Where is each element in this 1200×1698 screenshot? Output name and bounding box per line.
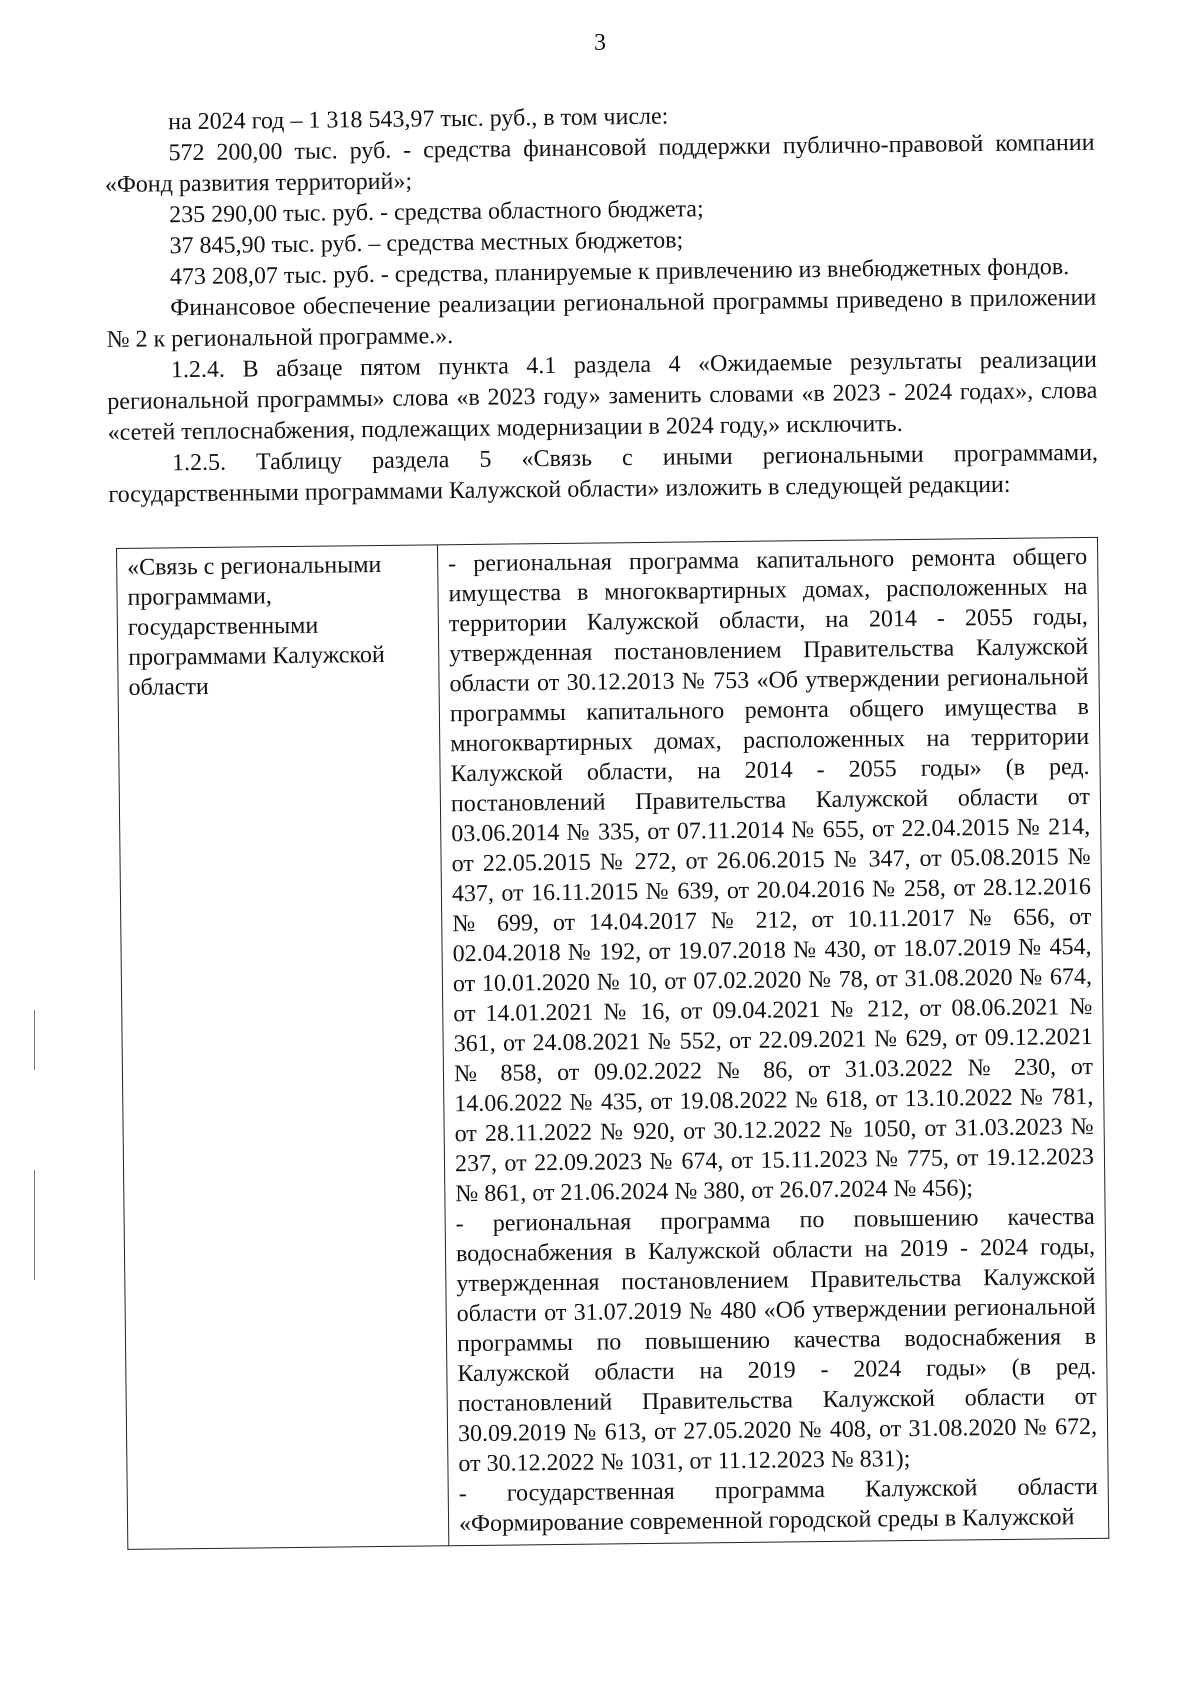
paragraph-regional-budget: 235 290,00 тыс. руб. - средства областного бюджета;: [169, 196, 704, 229]
paragraph-total-2024: на 2024 год – 1 318 543,97 тыс. руб., в том числе:: [168, 103, 669, 136]
paragraph-extrabudgetary: 473 208,07 тыс. руб. - средства, планируемые к привлечению из внебюджетных фондов.: [169, 254, 1070, 291]
scan-artifact-mark: [34, 1170, 35, 1280]
program-item-capital-repair: - региональная программа капитального ремонта общего имущества в многоквартирных домах, расположенных на территории Калужской области, на 2014 - 2055 годы, утвержденная постановлением Правительства Калужской области от 30.12.2013 № 753 «Об утверждении региональной программы капитального ремонта общего имущества в многоквартирных домах, расположенных на территории Калужской области, на 2014 - 2055 годы» (в ред. постановлений Правительства Калужской области от 03.06.2014 № 335, от 07.11.2014 № 655, от 22.04.2015 № 214, от 22.05.2015 № 272, от 26.06.2015 № 347, от 05.08.2015 № 437, от 16.11.2015 № 639, от 20.04.2016 № 258, от 28.12.2016 № 699, от 14.04.2017 № 212, от 10.11.2017 № 656, от 02.04.2018 № 192, от 19.07.2018 № 430, от 18.07.2019 № 454, от 10.01.2020 № 10, от 07.02.2020 № 78, от 31.08.2020 № 674, от 14.01.2021 № 16, от 09.04.2021 № 212, от 08.06.2021 № 361, от 24.08.2021 № 552, от 22.09.2021 № 629, от 09.12.2021 № 858, от 09.02.2022 № 86, от 31.03.2022 № 230, от 14.06.2022 № 435, от 19.08.2022 № 618, от 13.10.2022 № 781, от 28.11.2022 № 920, от 30.12.2022 № 1050, от 31.03.2023 № 237, от 22.09.2023 № 674, от 15.11.2023 № 775, от 19.12.2023 № 861, от 21.06.2024 № 380, от 26.07.2024 № 456);: [448, 543, 1095, 1208]
paragraph-financing-appendix: Финансовое обеспечение реализации региональной программы приведено в приложении № 2 к региональной программе.».: [106, 284, 1097, 353]
table-row: [117, 537, 1109, 1549]
paragraph-local-budgets: 37 845,90 тыс. руб. – средства местных бюджетов;: [169, 227, 684, 260]
scan-artifact-mark: [34, 1010, 35, 1070]
document-body: [104, 97, 1099, 511]
table-cell-programs: [437, 537, 1108, 1545]
programs-link-table: [116, 537, 1109, 1550]
program-item-urban-environment: - государственная программа Калужской области «Формирование современной городской среды в Калужской: [458, 1473, 1098, 1538]
paragraph-fund-support: 572 200,00 тыс. руб. - средства финансовой поддержки публично-правовой компании «Фонд развития территорий»;: [104, 129, 1095, 198]
table-cell-heading: «Связь с региональными программами, государственными программами Калужской области: [117, 545, 449, 1550]
page-number: 3: [594, 30, 606, 56]
paragraph-1-2-4: 1.2.4. В абзаце пятом пункта 4.1 раздела 4 «Ожидаемые результаты реализации региональной программы» слова «в 2023 году» заменить словами «в 2023 - 2024 годах», слова «сетей теплоснабжения, подлежащих модернизации в 2024 году,» исключить.: [107, 346, 1098, 446]
program-item-water-supply: - региональная программа по повышению качества водоснабжения в Калужской области на 2019 - 2024 годы, утвержденная постановлением Правительства Калужской области от 31.07.2019 № 480 «Об утверждении региональной программы по повышению качества водоснабжения в Калужской области на 2019 - 2024 годы» (в ред. постановлений Правительства Калужской области от 30.09.2019 № 613, от 27.05.2020 № 408, от 31.08.2020 № 672, от 30.12.2022 № 1031, от 11.12.2023 № 831);: [455, 1203, 1098, 1478]
paragraph-1-2-5: 1.2.5. Таблицу раздела 5 «Связь с иными региональными программами, государственными программами Калужской области» изложить в следующей редакции:: [108, 439, 1099, 508]
